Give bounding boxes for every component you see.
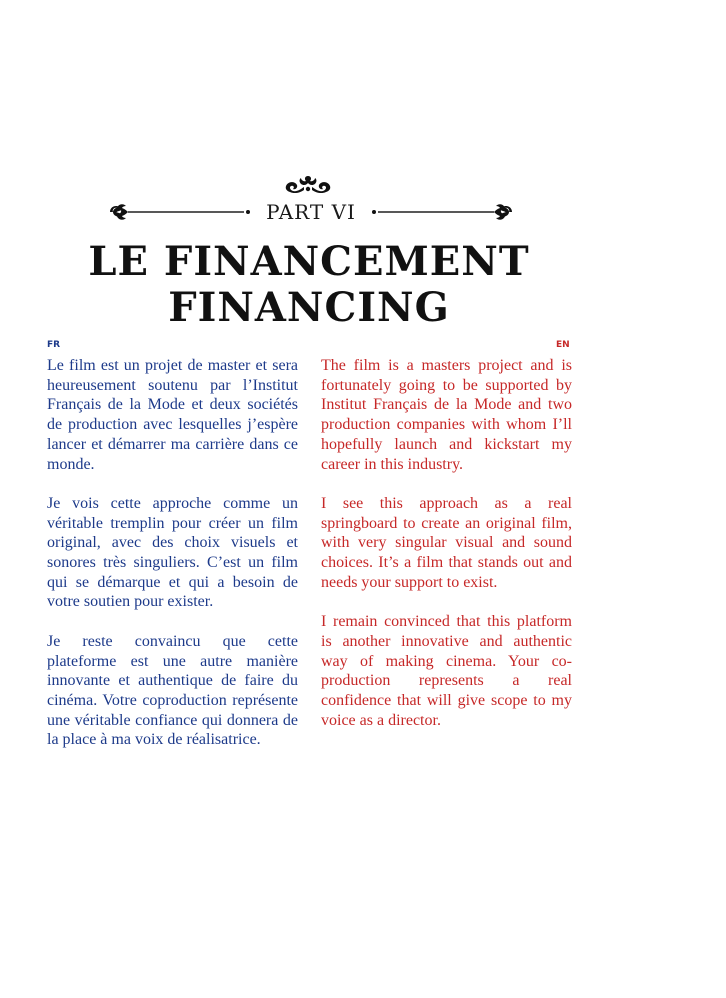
english-paragraph: I remain convinced that this platform is another innovative and authentic way of making cinema. Your co-production represents a real confidence that will give scope to my voice as a director. [321, 613, 572, 729]
page-title-french: LE FINANCEMENT [88, 238, 530, 285]
part-label: PART VI [266, 200, 356, 224]
english-paragraph: I see this approach as a real springboard to create an original film, with very singular visual and sound choices. It’s a film that stands out and needs your support to exist. [321, 494, 572, 591]
french-paragraph: Le film est un projet de master et sera heureusement soutenu par l’Institut Français de la Mode et deux sociétés de production avec lesquelles j’espère lancer et démarrer ma carrière dans ce monde. [47, 357, 298, 473]
page-title-english: FINANCING [168, 284, 450, 331]
french-paragraph: Je reste convaincu que cette plateforme est une autre manière innovante et authentique de faire du cinéma. Votre coproduction représente une véritable confiance qui donnera de la place à ma voix de réalisatrice. [47, 632, 298, 749]
english-text-column [321, 356, 572, 750]
english-paragraph: The film is a masters project and is fortunately going to be supported by Institut Français de la Mode and two production companies with whom I’ll hopefully launch and kickstart my career in this industry. [321, 357, 572, 473]
language-tag-fr: FR [47, 340, 61, 350]
french-paragraph: Je vois cette approche comme un véritable tremplin pour créer un film original, avec des choix visuels et sonores très singuliers. C’est un film qui se démarque et qui a besoin de votre soutien pour exister. [47, 494, 298, 611]
flourish-ornament-icon [284, 174, 332, 196]
language-tag-en: EN [556, 340, 570, 350]
french-text-column [47, 356, 298, 770]
part-heading-row [108, 196, 514, 228]
